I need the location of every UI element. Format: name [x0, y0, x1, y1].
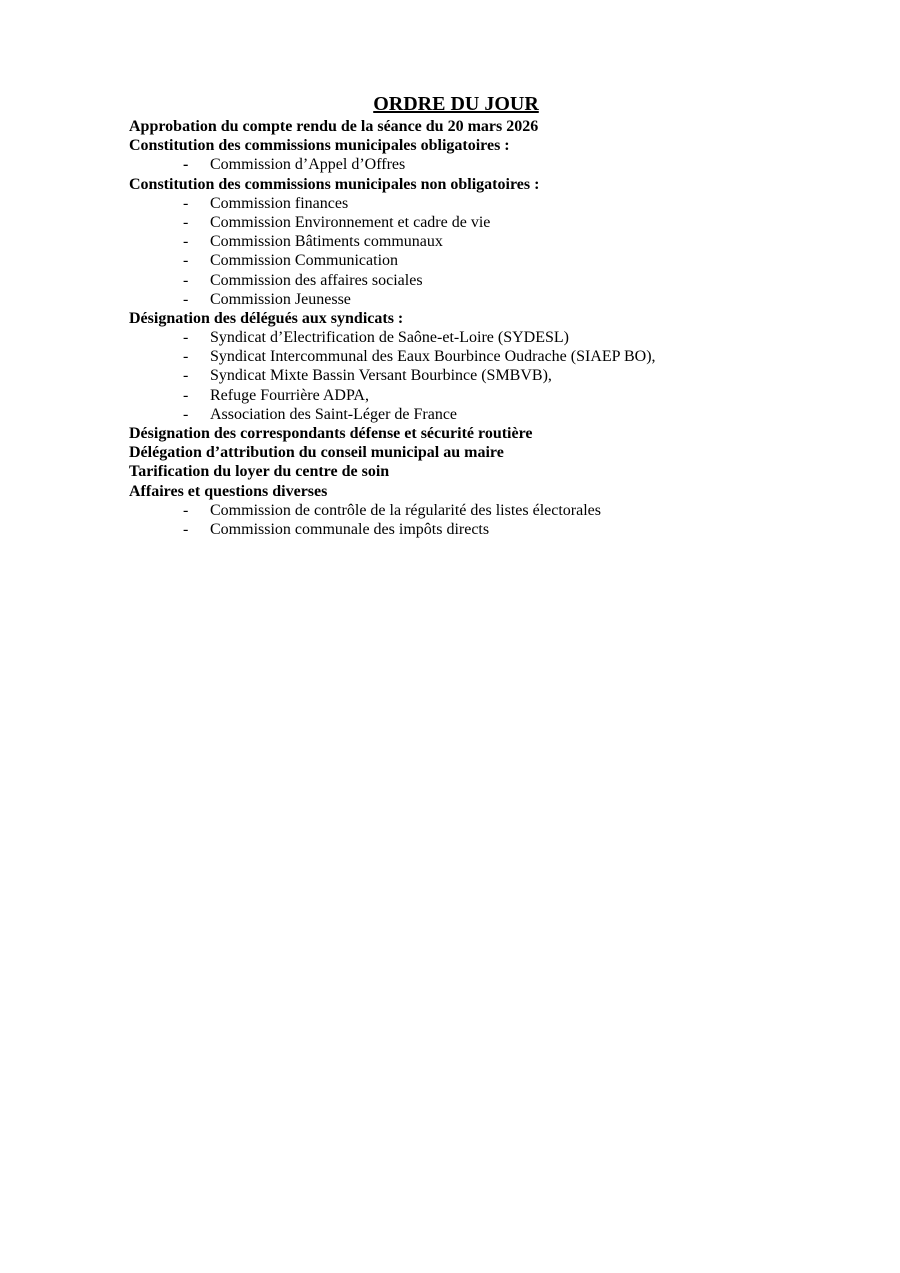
agenda-list	[129, 117, 829, 539]
bullet-dash: -	[183, 194, 189, 212]
agenda-list-item	[129, 290, 829, 309]
agenda-item-text: Commission Environnement et cadre de vie	[210, 213, 491, 231]
agenda-section-heading: Désignation des délégués aux syndicats :	[129, 309, 404, 327]
agenda-item-text: Commission Bâtiments communaux	[210, 233, 443, 251]
agenda-sub-list	[129, 155, 829, 174]
bullet-dash: -	[183, 213, 189, 231]
agenda-list-item	[129, 347, 829, 366]
bullet-dash: -	[183, 271, 189, 289]
agenda-list-item	[129, 328, 829, 347]
agenda-item-text: Syndicat Intercommunal des Eaux Bourbince Oudrache (SIAEP BO),	[210, 348, 656, 366]
agenda-list-item	[129, 194, 829, 213]
agenda-list-item	[129, 520, 829, 539]
bullet-dash: -	[183, 386, 189, 404]
agenda-sub-list	[129, 501, 829, 539]
bullet-dash: -	[183, 520, 189, 538]
bullet-dash: -	[183, 156, 189, 174]
page-title: ORDRE DU JOUR	[373, 93, 539, 115]
agenda-item-text: Syndicat Mixte Bassin Versant Bourbince (SMBVB),	[210, 367, 552, 385]
agenda-item-text: Commission Communication	[210, 252, 399, 270]
agenda-section-heading: Approbation du compte rendu de la séance du 20 mars 2026	[129, 118, 539, 135]
agenda-item-text: Refuge Fourrière ADPA,	[210, 386, 369, 404]
agenda-list-item	[129, 405, 829, 424]
agenda-item-text: Commission de contrôle de la régularité des listes électorales	[210, 501, 601, 519]
agenda-list-item	[129, 232, 829, 251]
agenda-item-text: Syndicat d’Electrification de Saône-et-Loire (SYDESL)	[210, 329, 569, 347]
agenda-item-text: Commission des affaires sociales	[210, 271, 423, 289]
agenda-section-heading: Constitution des commissions municipales non obligatoires :	[129, 175, 540, 193]
agenda-item-text: Association des Saint-Léger de France	[210, 405, 458, 423]
agenda-sub-list	[129, 328, 829, 424]
agenda-list-item	[129, 366, 829, 385]
bullet-dash: -	[183, 329, 189, 347]
agenda-list-item	[129, 155, 829, 174]
agenda-sub-list	[129, 194, 829, 309]
bullet-dash: -	[183, 405, 189, 423]
agenda-section-heading: Affaires et questions diverses	[129, 482, 328, 500]
agenda-list-item	[129, 386, 829, 405]
agenda-list-item	[129, 501, 829, 520]
agenda-list-item	[129, 213, 829, 232]
bullet-dash: -	[183, 501, 189, 519]
bullet-dash: -	[183, 233, 189, 251]
agenda-list-item	[129, 271, 829, 290]
bullet-dash: -	[183, 348, 189, 366]
bullet-dash: -	[183, 290, 189, 308]
agenda-item-text: Commission d’Appel d’Offres	[210, 156, 406, 174]
agenda-item-text: Commission Jeunesse	[210, 290, 351, 308]
agenda-item-text: Commission finances	[210, 194, 349, 212]
agenda-list-item	[129, 251, 829, 270]
agenda-item-text: Commission communale des impôts directs	[210, 520, 490, 538]
agenda-section-heading: Tarification du loyer du centre de soin	[129, 463, 390, 481]
agenda-section-heading: Constitution des commissions municipales obligatoires :	[129, 137, 510, 155]
bullet-dash: -	[183, 367, 189, 385]
agenda-section-heading: Désignation des correspondants défense et sécurité routière	[129, 425, 533, 442]
agenda-section-heading: Délégation d’attribution du conseil municipal au maire	[129, 444, 504, 462]
bullet-dash: -	[183, 252, 189, 270]
